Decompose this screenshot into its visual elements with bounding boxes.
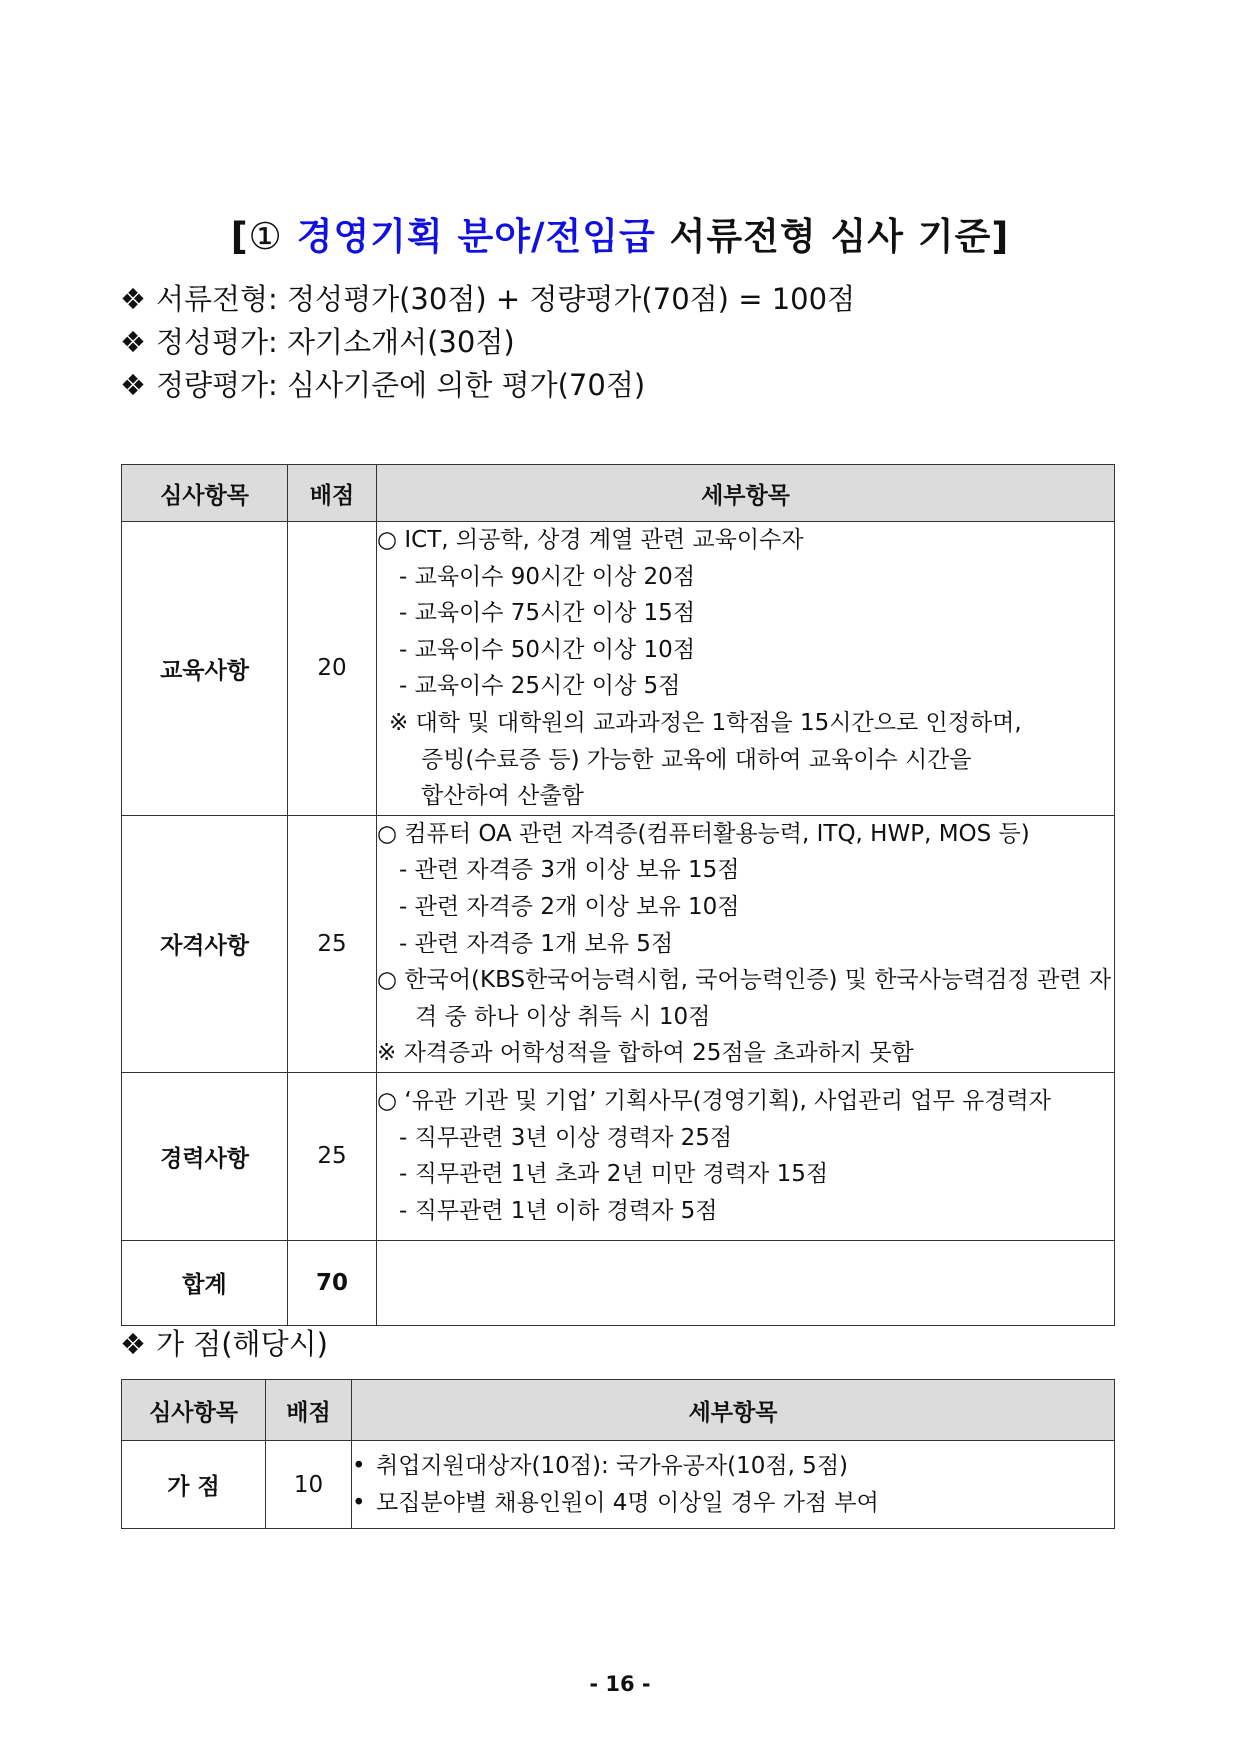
title-highlight: 경영기획 분야/전임급 <box>296 215 656 258</box>
detail-line: ○ 컴퓨터 OA 관련 자격증(컴퓨터활용능력, ITQ, HWP, MOS 등) <box>377 820 1030 847</box>
table-header-row <box>122 1380 1115 1441</box>
summary-line-2 <box>120 320 515 361</box>
header-points: 배점 <box>266 1380 352 1441</box>
table-row-qualifications <box>122 815 1115 1072</box>
detail-line: - 교육이수 75시간 이상 15점 <box>399 600 696 627</box>
detail-line: - 직무관련 1년 이하 경력자 5점 <box>399 1198 718 1224</box>
row-details <box>377 1072 1115 1240</box>
detail-line: - 관련 자격증 2개 이상 보유 10점 <box>399 893 740 920</box>
header-category: 심사항목 <box>122 465 288 522</box>
row-points: 70 <box>288 1240 377 1325</box>
detail-line: - 교육이수 90시간 이상 20점 <box>399 563 696 590</box>
detail-text: 모집분야별 채용인원이 4명 이상일 경우 가점 부여 <box>376 1489 879 1516</box>
detail-line <box>352 1448 1114 1485</box>
row-points: 10 <box>266 1441 352 1529</box>
title-open-bracket: [ <box>230 215 249 258</box>
detail-note: ※ 대학 및 대학원의 교과과정은 1학점을 15시간으로 인정하며, <box>389 709 1022 736</box>
diamond-bullet-icon: ❖ <box>120 282 146 316</box>
row-points: 25 <box>288 1072 377 1240</box>
detail-line <box>352 1485 1114 1522</box>
detail-note: 합산하여 산출함 <box>421 783 584 810</box>
summary-text: 서류전형: 정성평가(30점) + 정량평가(70점) = 100점 <box>156 282 856 316</box>
detail-line: 격 중 하나 이상 취득 시 10점 <box>415 1003 711 1030</box>
summary-line-1 <box>120 277 855 318</box>
table-row-education <box>122 522 1115 816</box>
bonus-table <box>121 1379 1115 1529</box>
detail-note: ※ 자격증과 어학성적을 합하여 25점을 초과하지 못함 <box>377 1040 914 1067</box>
detail-line: ○ 한국어(KBS한국어능력시험, 국어능력인증) 및 한국사능력검정 관련 자 <box>377 967 1112 994</box>
row-category: 가 점 <box>122 1441 266 1529</box>
bonus-heading-text: 가 점(해당시) <box>156 1327 328 1361</box>
bullet-icon: • <box>352 1452 366 1479</box>
header-details: 세부항목 <box>377 465 1115 522</box>
detail-line: - 교육이수 25시간 이상 5점 <box>399 673 681 700</box>
row-details <box>377 815 1115 1072</box>
detail-line: - 관련 자격증 3개 이상 보유 15점 <box>399 857 740 884</box>
detail-note: 증빙(수료증 등) 가능한 교육에 대하여 교육이수 시간을 <box>421 746 972 773</box>
row-category: 자격사항 <box>122 815 288 1072</box>
row-details <box>377 522 1115 816</box>
title-rest: 서류전형 심사 기준] <box>669 215 1010 258</box>
header-points: 배점 <box>288 465 377 522</box>
row-category: 경력사항 <box>122 1072 288 1240</box>
title-circled-number: ① <box>248 215 283 258</box>
row-points: 25 <box>288 815 377 1072</box>
bullet-icon: • <box>352 1489 366 1516</box>
detail-line: - 직무관련 1년 초과 2년 미만 경력자 15점 <box>399 1161 829 1188</box>
table-header-row <box>122 465 1115 522</box>
diamond-bullet-icon: ❖ <box>120 1327 146 1361</box>
bonus-heading <box>120 1322 328 1363</box>
row-category: 합계 <box>122 1240 288 1325</box>
row-points: 20 <box>288 522 377 816</box>
detail-line: - 관련 자격증 1개 보유 5점 <box>399 930 674 957</box>
header-details: 세부항목 <box>352 1380 1115 1441</box>
summary-line-3 <box>120 363 645 404</box>
detail-text: 취업지원대상자(10점): 국가유공자(10점, 5점) <box>376 1452 849 1479</box>
summary-text: 정성평가: 자기소개서(30점) <box>156 325 515 359</box>
table-row-experience <box>122 1072 1115 1240</box>
table-row-bonus <box>122 1441 1115 1529</box>
row-details <box>352 1441 1115 1529</box>
detail-line: - 직무관련 3년 이상 경력자 25점 <box>399 1124 733 1151</box>
detail-line: ○ ‘유관 기관 및 기업’ 기획사무(경영기획), 사업관리 업무 유경력자 <box>377 1088 1051 1115</box>
page-title <box>0 206 1240 260</box>
row-details <box>377 1240 1115 1325</box>
header-category: 심사항목 <box>122 1380 266 1441</box>
detail-line: ○ ICT, 의공학, 상경 계열 관련 교육이수자 <box>377 527 804 553</box>
page-number: - 16 - <box>589 1672 651 1696</box>
detail-line: - 교육이수 50시간 이상 10점 <box>399 636 696 663</box>
summary-text: 정량평가: 심사기준에 의한 평가(70점) <box>156 368 646 402</box>
evaluation-table <box>121 464 1115 1326</box>
table-row-total <box>122 1240 1115 1325</box>
diamond-bullet-icon: ❖ <box>120 368 146 402</box>
diamond-bullet-icon: ❖ <box>120 325 146 359</box>
row-category: 교육사항 <box>122 522 288 816</box>
